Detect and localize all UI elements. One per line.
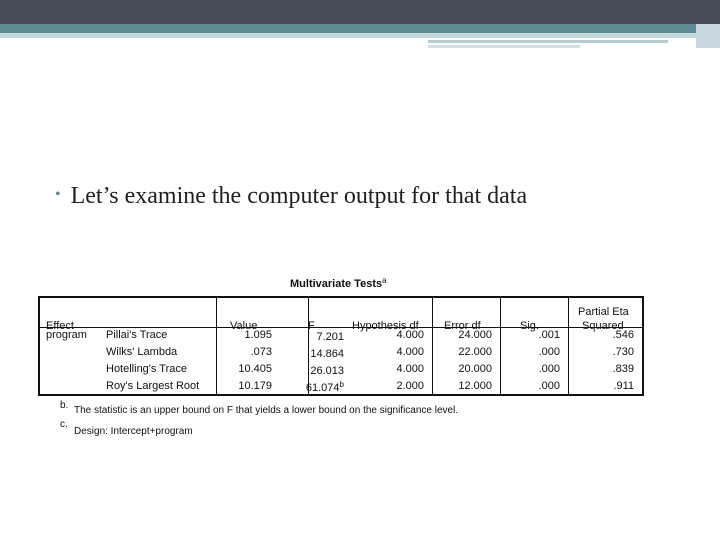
bullet-text: Let’s examine the computer output for that data <box>70 183 528 209</box>
header-partial-eta-line2: Squared <box>582 320 624 332</box>
row-hypothesis-df: 2.000 <box>396 380 424 392</box>
row-test-name: Roy's Largest Root <box>106 380 200 392</box>
decorative-line <box>428 40 668 43</box>
row-sig: .000 <box>538 363 560 375</box>
footnote-label: b. <box>60 400 69 411</box>
row-partial-eta: .546 <box>612 329 634 341</box>
header-value: Value <box>230 320 258 332</box>
table-title <box>290 276 387 290</box>
row-f: 7.201 <box>316 331 344 343</box>
header-effect: Effect <box>46 320 74 332</box>
row-sig: .001 <box>538 329 560 341</box>
row-value: 10.405 <box>238 363 272 375</box>
bullet-point <box>55 183 527 210</box>
row-f: 26.013 <box>310 365 344 377</box>
row-partial-eta: .911 <box>613 380 634 392</box>
bullet-icon: • <box>55 186 61 203</box>
table-title-superscript: a <box>382 276 387 285</box>
header-band-teal <box>0 24 720 33</box>
row-error-df: 20.000 <box>458 363 492 375</box>
row-partial-eta: .730 <box>612 346 634 358</box>
footnote-text: The statistic is an upper bound on F that yields a lower bound on the significance level. <box>74 405 459 416</box>
row-sig: .000 <box>538 346 560 358</box>
row-value: 1.095 <box>244 329 272 341</box>
column-divider <box>500 298 501 394</box>
footnote-label: c. <box>60 419 68 430</box>
table-title-text: Multivariate Tests <box>290 278 383 290</box>
header-f: F <box>308 320 315 332</box>
row-error-df: 22.000 <box>458 346 492 358</box>
footnote-text: Design: Intercept+program <box>74 426 193 437</box>
column-divider <box>568 298 569 394</box>
row-value: 10.179 <box>238 380 272 392</box>
row-hypothesis-df: 4.000 <box>396 363 424 375</box>
row-hypothesis-df: 4.000 <box>396 329 424 341</box>
row-partial-eta: .839 <box>612 363 634 375</box>
row-value: .073 <box>250 346 272 358</box>
multivariate-tests-table <box>38 296 644 396</box>
header-sig: Sig. <box>520 320 539 332</box>
column-divider <box>432 298 433 394</box>
row-sig: .000 <box>538 380 560 392</box>
header-divider <box>40 327 642 328</box>
decorative-line <box>428 45 580 48</box>
row-error-df: 24.000 <box>458 329 492 341</box>
row-hypothesis-df: 4.000 <box>396 346 424 358</box>
header-error-df: Error df <box>444 320 481 332</box>
header-partial-eta-line1: Partial Eta <box>578 306 629 318</box>
row-f: 61.074$^b$ <box>305 380 344 394</box>
row-test-name: Pillai's Trace <box>106 329 168 341</box>
effect-label: program <box>46 329 87 341</box>
decorative-block <box>696 24 720 48</box>
header-band-light <box>0 33 720 38</box>
row-test-name: Hotelling's Trace <box>106 363 187 375</box>
row-error-df: 12.000 <box>458 380 492 392</box>
header-hypothesis-df: Hypothesis df <box>352 320 419 332</box>
row-test-name: Wilks' Lambda <box>106 346 178 358</box>
header-band-dark <box>0 0 720 24</box>
column-divider <box>216 298 217 394</box>
row-f: 14.864 <box>310 348 344 360</box>
